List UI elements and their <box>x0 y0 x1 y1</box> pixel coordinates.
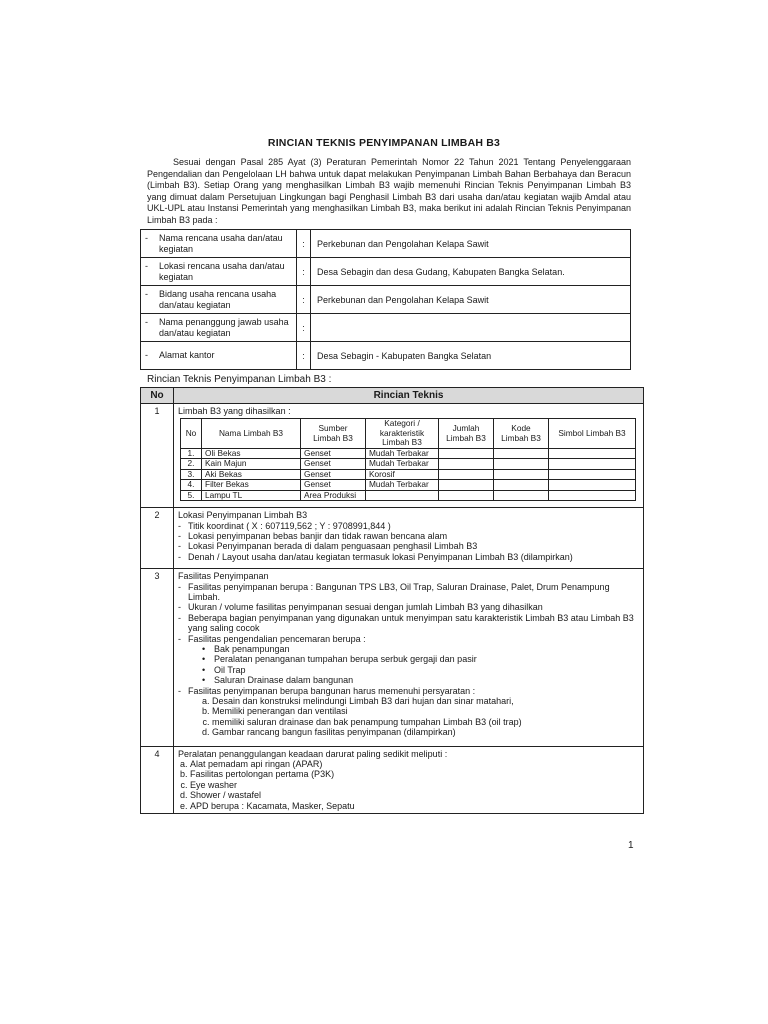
list-item: - Fasilitas penyimpanan berupa : Bangunan TPS LB3, Oil Trap, Saluran Drainase, Palet, Drum Penampung Limbah. <box>178 582 639 603</box>
list-item: - Titik koordinat ( X : 607119,562 ; Y : 9708991,844 ) <box>178 521 639 531</box>
section-number: 1 <box>141 404 174 508</box>
page-number: 1 <box>628 840 634 851</box>
list-item: • Oil Trap <box>214 665 639 675</box>
info-row: - Bidang usaha rencana usaha dan/atau kegiatan : Perkebunan dan Pengolahan Kelapa Sawit <box>141 286 631 314</box>
section-number: 4 <box>141 746 174 813</box>
list-item: - Denah / Layout usaha dan/atau kegiatan termasuk lokasi Penyimpanan Limbah B3 (dilampirkan) <box>178 552 639 562</box>
list-item: d. Shower / wastafel <box>190 790 639 800</box>
table-row: 3. Aki Bekas Genset Korosif <box>181 469 636 480</box>
waste-header-row <box>181 419 636 448</box>
table-row: 1. Oli Bekas Genset Mudah Terbakar <box>181 448 636 459</box>
info-value: Perkebunan dan Pengolahan Kelapa Sawit <box>311 286 631 314</box>
emergency-equipment-list <box>178 759 639 811</box>
header-rincian: Rincian Teknis <box>174 388 644 404</box>
requirements-list <box>188 696 639 738</box>
info-row: - Alamat kantor : Desa Sebagin - Kabupaten Bangka Selatan <box>141 342 631 370</box>
list-item: b. Memiliki penerangan dan ventilasi <box>212 706 639 716</box>
header-row <box>141 388 644 404</box>
info-label: Alamat kantor <box>159 350 215 361</box>
info-row: - Nama rencana usaha dan/atau kegiatan : Perkebunan dan Pengolahan Kelapa Sawit <box>141 230 631 258</box>
list-item: - Lokasi Penyimpanan berada di dalam penguasaan penghasil Limbah B3 <box>178 541 639 551</box>
info-row: - Nama penanggung jawab usaha dan/atau kegiatan : <box>141 314 631 342</box>
list-item: d. Gambar rancang bangun fasilitas penyimpanan (dilampirkan) <box>212 727 639 737</box>
section-row <box>141 569 644 747</box>
header-no: No <box>141 388 174 404</box>
info-label: Lokasi rencana usaha dan/atau kegiatan <box>159 261 285 282</box>
section-row <box>141 746 644 813</box>
list-item: • Saluran Drainase dalam bangunan <box>214 675 639 685</box>
info-label: Bidang usaha rencana usaha dan/atau kegiatan <box>159 289 277 310</box>
section-subtitle: Rincian Teknis Penyimpanan Limbah B3 : <box>147 374 332 385</box>
list-item: c. Eye washer <box>190 780 639 790</box>
table-row: 5. Lampu TL Area Produksi <box>181 490 636 501</box>
section-row <box>141 404 644 508</box>
info-row: - Lokasi rencana usaha dan/atau kegiatan : Desa Sebagin dan desa Gudang, Kabupaten Bangka Selatan. <box>141 258 631 286</box>
list-item: - Beberapa bagian penyimpanan yang digunakan untuk menyimpan satu karakteristik Limbah B3 atau Limbah B3 yang saling cocok <box>178 613 639 634</box>
list-item: - Ukuran / volume fasilitas penyimpanan sesuai dengan jumlah Limbah B3 yang dihasilkan <box>178 602 639 612</box>
list-item: e. APD berupa : Kacamata, Masker, Sepatu <box>190 801 639 811</box>
pollution-control-list <box>188 644 639 686</box>
table-row: 4. Filter Bekas Genset Mudah Terbakar <box>181 480 636 491</box>
list-item: • Peralatan penanganan tumpahan berupa serbuk gergaji dan pasir <box>214 654 639 664</box>
document-title: RINCIAN TEKNIS PENYIMPANAN LIMBAH B3 <box>267 137 501 149</box>
section-number: 3 <box>141 569 174 747</box>
section-heading: Limbah B3 yang dihasilkan : <box>178 406 291 416</box>
waste-col-header: Simbol Limbah B3 <box>549 419 636 448</box>
list-item: b. Fasilitas pertolongan pertama (P3K) <box>190 769 639 779</box>
facility-list <box>178 582 639 738</box>
technical-details-table <box>140 387 644 814</box>
info-label: Nama rencana usaha dan/atau kegiatan <box>159 233 283 254</box>
list-item: - Fasilitas pengendalian pencemaran berupa : • Bak penampungan • Peralatan penanganan tumpahan berupa serbuk gergaji dan pasir • Oil Trap • Saluran Drainase dalam bangunan <box>178 634 639 686</box>
waste-col-header: Nama Limbah B3 <box>202 419 301 448</box>
table-row: 2. Kain Majun Genset Mudah Terbakar <box>181 459 636 470</box>
section-number: 2 <box>141 508 174 569</box>
waste-col-header: Jumlah Limbah B3 <box>439 419 494 448</box>
section-heading: Fasilitas Penyimpanan <box>178 571 269 582</box>
info-value <box>311 314 631 342</box>
section-heading: Peralatan penanggulangan keadaan darurat paling sedikit meliputi : <box>178 748 448 759</box>
intro-paragraph: Sesuai dengan Pasal 285 Ayat (3) Peraturan Pemerintah Nomor 22 Tahun 2021 Tentang Penyelenggaraan Pengendalian dan Pengelolaan LH bahwa untuk dapat melakukan Penyimpanan Limbah Bahan Berbahaya dan Beracun (Limbah B3). Setiap Orang yang menghasilkan Limbah B3 wajib memenuhi Rincian Teknis Penyimpanan Limbah B3 yang dimuat dalam Persetujuan Lingkungan bagi Penghasil Limbah B3 dari usaha dan/atau kegiatan wajib Amdal atau UKL-UPL atau Instansi Pemerintah yang menghasilkan Limbah B3, maka berikut ini adalah Rincian Teknis Penyimpanan Limbah B3 pada : <box>147 157 631 225</box>
waste-table <box>180 418 636 501</box>
section-heading: Lokasi Penyimpanan Limbah B3 <box>178 510 308 521</box>
info-value: Desa Sebagin - Kabupaten Bangka Selatan <box>311 342 631 370</box>
list-item: - Fasilitas penyimpanan berupa bangunan harus memenuhi persyaratan : a. Desain dan konstruksi melindungi Limbah B3 dari hujan dan sinar matahari, b. Memiliki penerangan dan ventilasi c. memiliki saluran drainase dan bak penampung tumpahan Limbah B3 (oil trap) d. Gambar rancang bangun fasilitas penyimpanan (dilampirkan) <box>178 686 639 738</box>
info-value: Perkebunan dan Pengolahan Kelapa Sawit <box>311 230 631 258</box>
info-value: Desa Sebagin dan desa Gudang, Kabupaten Bangka Selatan. <box>311 258 631 286</box>
waste-col-header: Sumber Limbah B3 <box>301 419 366 448</box>
list-item: c. memiliki saluran drainase dan bak penampung tumpahan Limbah B3 (oil trap) <box>212 717 639 727</box>
list-item: - Lokasi penyimpanan bebas banjir dan tidak rawan bencana alam <box>178 531 639 541</box>
waste-col-header: Kategori / karakteristik Limbah B3 <box>366 419 439 448</box>
list-item: • Bak penampungan <box>214 644 639 654</box>
list-item: a. Desain dan konstruksi melindungi Limbah B3 dari hujan dan sinar matahari, <box>212 696 639 706</box>
waste-col-header: No <box>181 419 202 448</box>
list-item: a. Alat pemadam api ringan (APAR) <box>190 759 639 769</box>
info-label: Nama penanggung jawab usaha dan/atau kegiatan <box>159 317 289 338</box>
info-table <box>140 229 631 370</box>
location-list <box>178 521 639 563</box>
section-row <box>141 508 644 569</box>
waste-col-header: Kode Limbah B3 <box>494 419 549 448</box>
